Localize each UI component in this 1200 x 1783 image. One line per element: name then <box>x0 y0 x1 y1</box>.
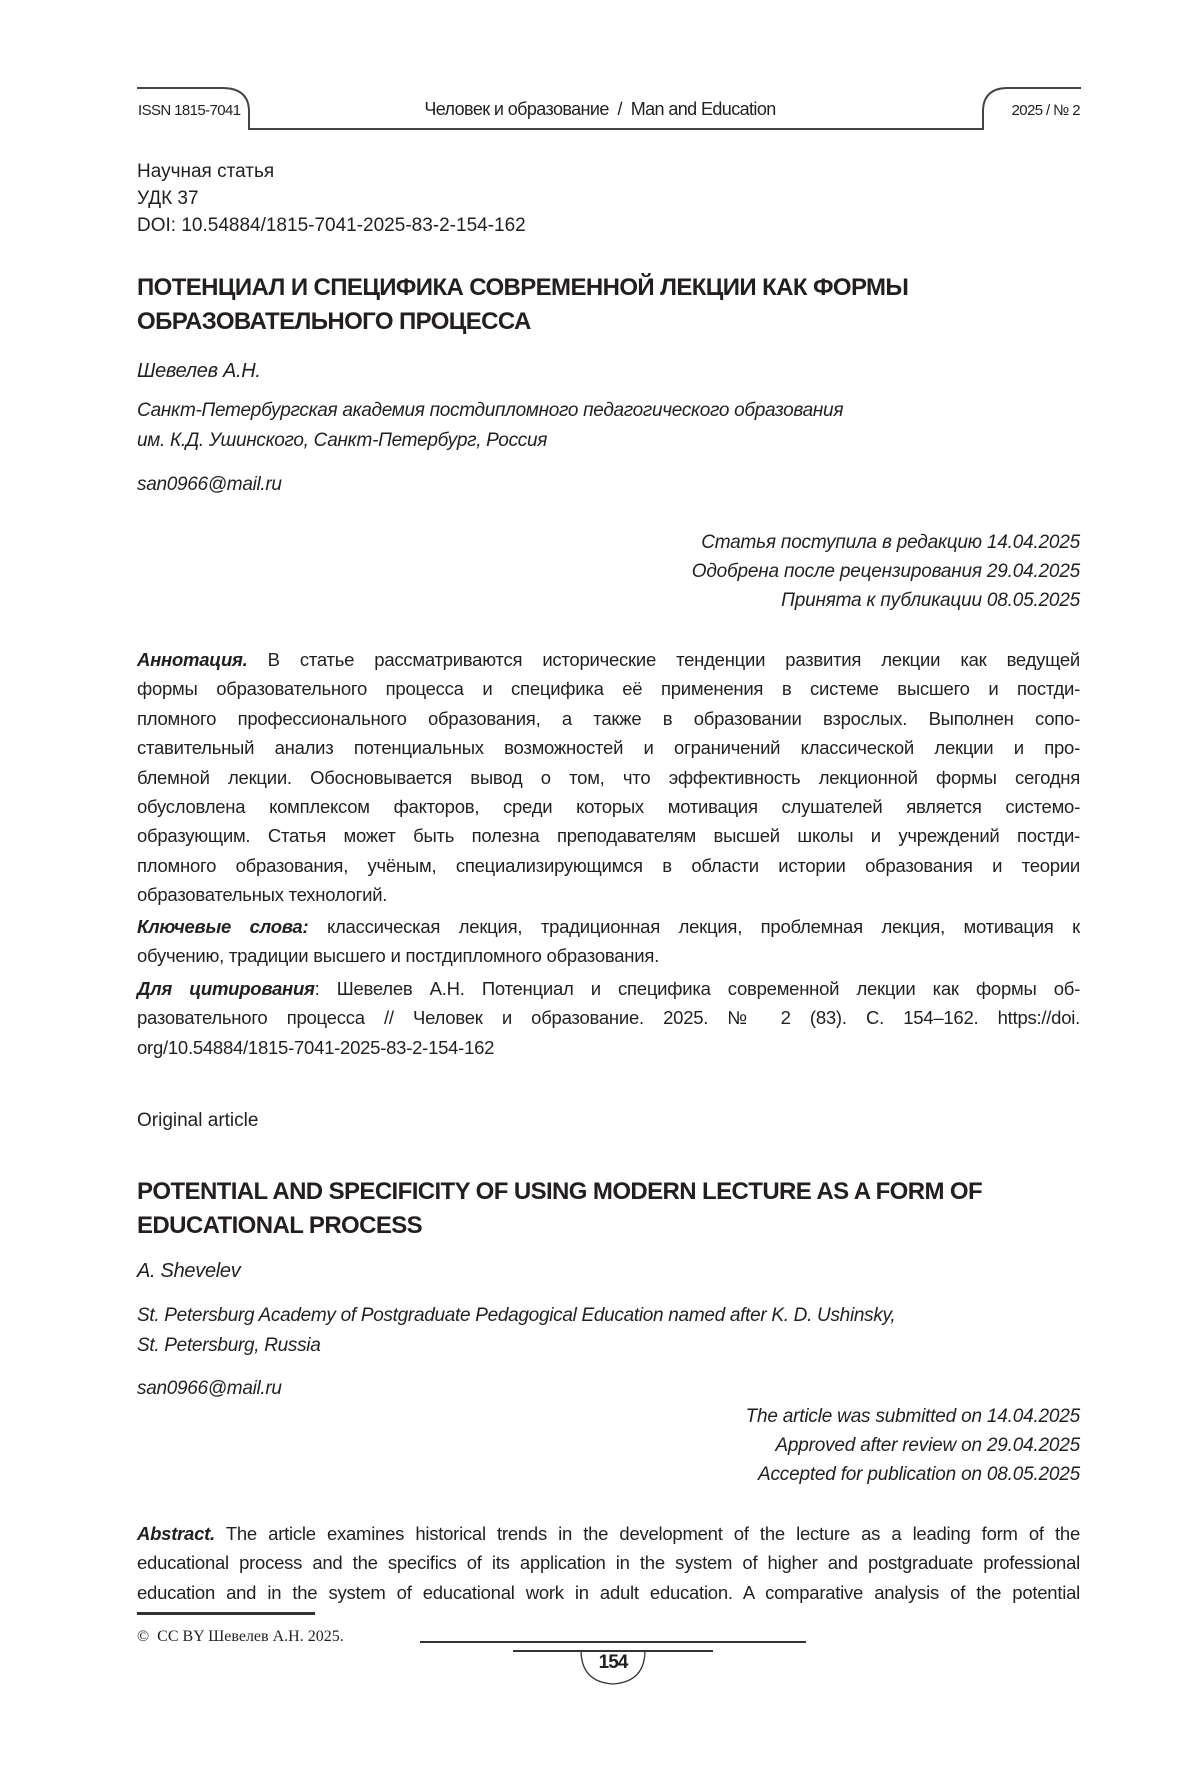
affiliation-ru <box>137 396 843 456</box>
journal-title: Человек и образование / Man and Education <box>424 99 776 119</box>
text-line: обусловлена комплексом факторов, среди которых мотивация слушателей является системо- <box>137 796 1080 818</box>
affiliation-line: им. К.Д. Ушинского, Санкт-Петербург, Россия <box>137 430 548 451</box>
date-approved: Approved after review on 29.04.2025 <box>775 1435 1080 1456</box>
email-ru[interactable]: san0966@mail.ru <box>137 474 282 495</box>
text-line: ставительный анализ потенциальных возможностей и ограничений классической лекции и про- <box>137 737 1080 759</box>
doi: DOI: 10.54884/1815-7041-2025-83-2-154-162 <box>137 215 526 236</box>
date-accepted: Accepted for publication on 08.05.2025 <box>758 1464 1080 1485</box>
page-number: 154 <box>598 1652 628 1673</box>
article-type-en: Original article <box>137 1110 259 1131</box>
affiliation-line: Санкт-Петербургская академия постдипломного педагогического образования <box>137 400 844 421</box>
udk: УДК 37 <box>137 188 199 209</box>
title-en <box>137 1175 1082 1243</box>
issue-number: 2025 / № 2 <box>1011 102 1080 119</box>
text-line: разовательного процесса // Человек и образование. 2025. № 2 (83). С. 154–162. https://doi. <box>137 1007 1080 1029</box>
text-line: образующим. Статья может быть полезна преподавателям высшей школы и учреждений постди- <box>137 825 1080 847</box>
annotation-ru <box>137 645 1080 910</box>
dates-en <box>746 1402 1080 1489</box>
text-line: пломного образования, учёным, специализирующимся в области истории образования и теории <box>137 854 1080 876</box>
text-line: пломного профессионального образования, а также в образовании взрослых. Выполнен сопо- <box>137 707 1080 729</box>
author-en: A. Shevelev <box>137 1260 241 1282</box>
author-ru: Шевелев А.Н. <box>137 360 261 382</box>
title-line: EDUCATIONAL PROCESS <box>137 1212 423 1239</box>
issn: ISSN 1815-7041 <box>138 102 241 119</box>
text-line: классическая лекция, традиционная лекция, проблемная лекция, мотивация к <box>308 916 1080 937</box>
citation-ru <box>137 974 1080 1062</box>
abstract-en <box>137 1519 1080 1607</box>
keywords-ru <box>137 912 1080 971</box>
title-line: ПОТЕНЦИАЛ И СПЕЦИФИКА СОВРЕМЕННОЙ ЛЕКЦИИ КАК ФОРМЫ <box>137 274 909 301</box>
article-type: Научная статья <box>137 161 275 182</box>
text-line: The article examines historical trends in the development of the lecture as a leading form of the <box>214 1523 1080 1544</box>
date-approved: Одобрена после рецензирования 29.04.2025 <box>691 561 1080 582</box>
date-submitted: Статья поступила в редакцию 14.04.2025 <box>701 532 1080 553</box>
email-en[interactable]: san0966@mail.ru <box>137 1378 282 1399</box>
dates-ru <box>692 528 1080 615</box>
keywords-label: Ключевые слова: <box>137 916 309 937</box>
citation-label: Для цитирования <box>137 978 315 999</box>
annotation-label: Аннотация. <box>137 649 248 670</box>
text-line: : Шевелев А.Н. Потенциал и специфика современной лекции как формы об- <box>314 978 1080 999</box>
text-line: education and in the system of educational work in adult education. A comparative analysis of the potential <box>137 1581 1080 1603</box>
text-line: блемной лекции. Обосновывается вывод о том, что эффективность лекционной формы сегодня <box>137 766 1080 788</box>
article-meta <box>137 158 526 239</box>
date-submitted: The article was submitted on 14.04.2025 <box>745 1406 1080 1427</box>
title-line: POTENTIAL AND SPECIFICITY OF USING MODERN LECTURE AS A FORM OF <box>137 1178 983 1205</box>
date-accepted: Принята к публикации 08.05.2025 <box>781 590 1080 611</box>
doi-link[interactable]: org/10.54884/1815-7041-2025-83-2-154-162 <box>137 1036 495 1058</box>
footer-rule <box>420 1641 806 1643</box>
title-line: ОБРАЗОВАТЕЛЬНОГО ПРОЦЕССА <box>137 308 531 335</box>
text-line: educational process and the specifics of its application in the system of higher and postgraduate professional <box>137 1552 1080 1574</box>
text-line: образовательных технологий. <box>137 884 388 906</box>
footnote-rule <box>137 1612 315 1615</box>
affiliation-line: St. Petersburg Academy of Postgraduate Pedagogical Education named after K. D. Ushinsky, <box>137 1305 896 1326</box>
text-line: В статье рассматриваются исторические тенденции развития лекции как ведущей <box>247 649 1080 670</box>
abstract-label: Abstract. <box>137 1523 215 1544</box>
affiliation-line: St. Petersburg, Russia <box>137 1335 321 1356</box>
title-ru <box>137 271 1082 339</box>
text-line: обучению, традиции высшего и постдипломного образования. <box>137 945 659 967</box>
license-note: © CC BY Шевелев А.Н. 2025. <box>137 1628 344 1645</box>
affiliation-en <box>137 1301 895 1361</box>
text-line: формы образовательного процесса и специфика её применения в системе высшего и постди- <box>137 678 1080 700</box>
